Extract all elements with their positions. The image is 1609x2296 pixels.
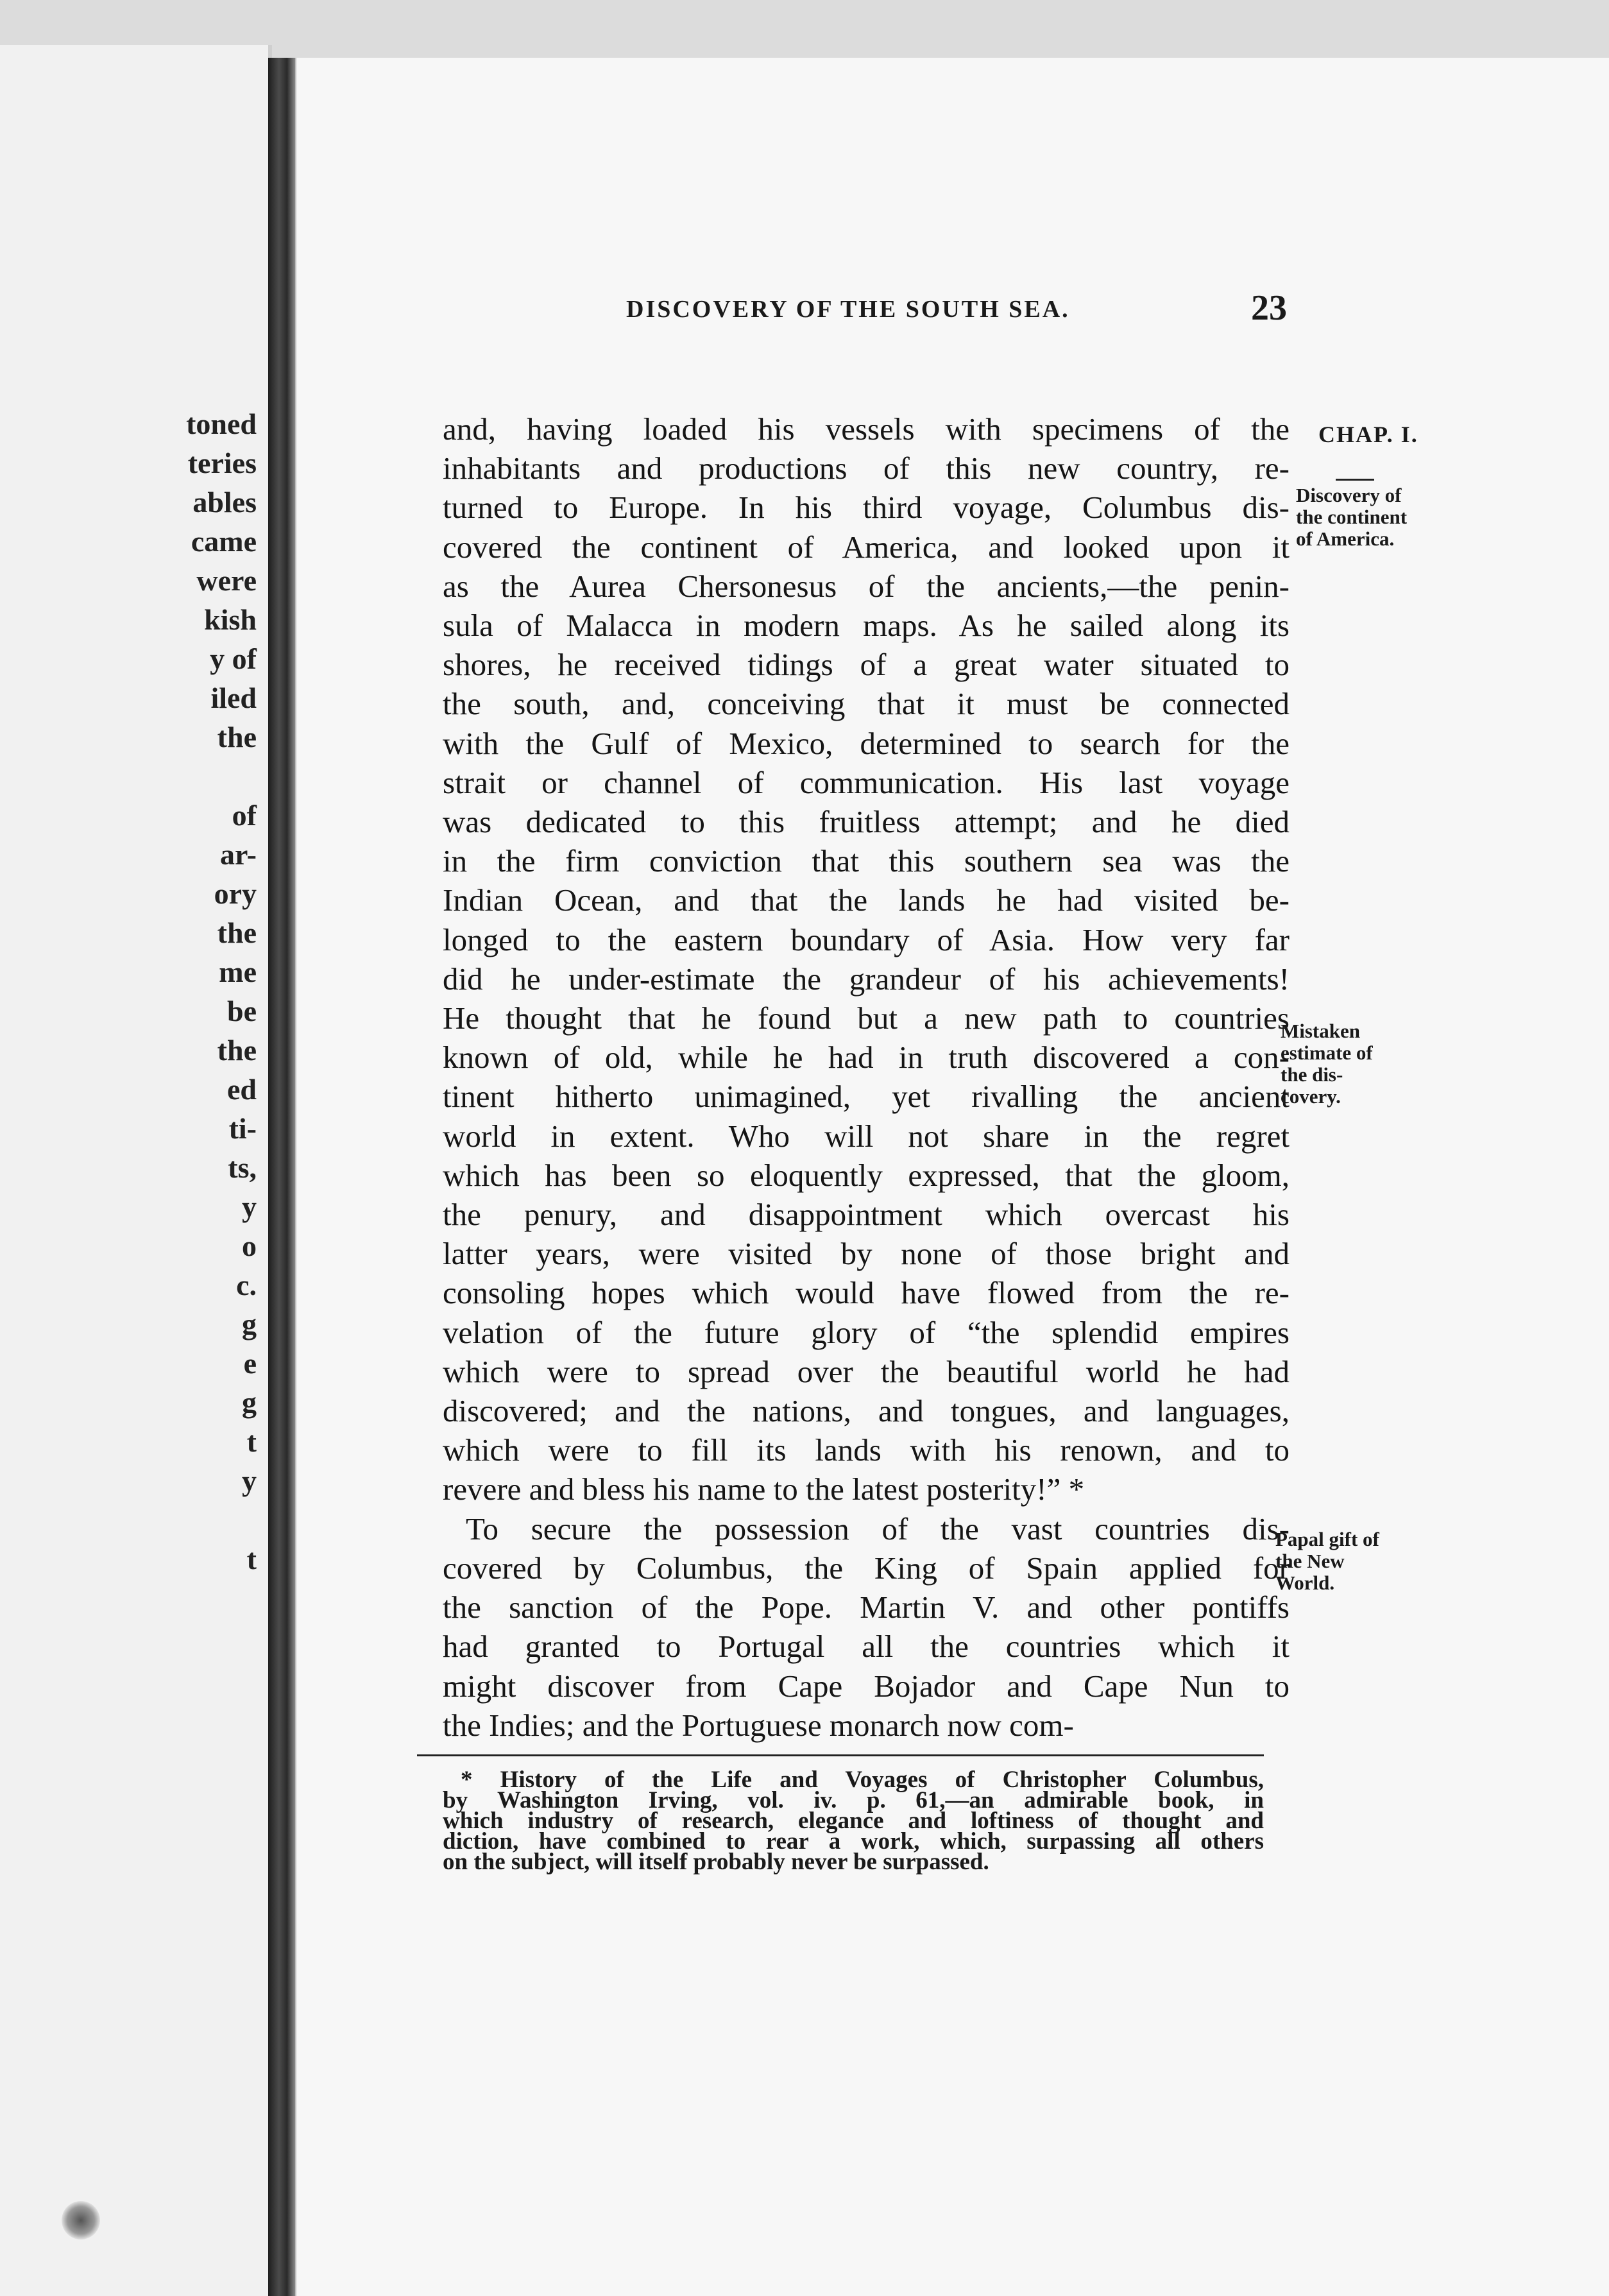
left-page-fragment: iled (210, 681, 257, 714)
sidenote-line: the New (1275, 1550, 1345, 1572)
sidenote-line: the dis- (1281, 1063, 1343, 1086)
left-page-fragment: ory (214, 877, 257, 910)
left-page-fragment: y of (210, 642, 257, 675)
left-page-fragment: o (242, 1229, 257, 1262)
left-page-fragment: me (219, 955, 257, 988)
body-line: was dedicated to this fruitless attempt; and he died (443, 804, 1290, 840)
body-line: with the Gulf of Mexico, determined to search for the (443, 725, 1290, 761)
page-header (626, 288, 1293, 347)
body-line: might discover from Cape Bojador and Cape Nun to (443, 1668, 1290, 1704)
sidenote-chapter (1318, 424, 1418, 445)
page-stain (62, 2201, 100, 2240)
page-number: 23 (1251, 288, 1287, 328)
left-page-fragment: were (196, 564, 257, 597)
body-line: known of old, while he had in truth discovered a con- (443, 1040, 1290, 1075)
sidenote-mistaken-estimate (1281, 1020, 1373, 1108)
body-line: did he under-estimate the grandeur of his achievements! (443, 961, 1290, 997)
chapter-label: CHAP. I. (1318, 422, 1418, 447)
footnote-line: diction, have combined to rear a work, which, surpassing all others (443, 1828, 1264, 1855)
body-line: tinent hitherto unimagined, yet rivalling the ancient (443, 1079, 1290, 1115)
left-page-fragment: c. (236, 1269, 257, 1301)
body-line: sula of Malacca in modern maps. As he sailed along its (443, 608, 1290, 644)
body-line: discovered; and the nations, and tongues, and languages, (443, 1393, 1290, 1429)
left-page-fragment: y (242, 1190, 257, 1223)
left-page-fragment: ables (192, 486, 257, 518)
body-line: the sanction of the Pope. Martin V. and other pontiffs (443, 1589, 1290, 1625)
left-page-fragment: g (242, 1308, 257, 1341)
left-page-fragment: e (243, 1347, 257, 1380)
sidenote-discovery (1296, 475, 1407, 550)
body-line: turned to Europe. In his third voyage, Columbus dis- (443, 490, 1290, 526)
left-page-fragment: teries (187, 447, 257, 479)
left-page-fragment: ed (227, 1073, 257, 1106)
sidenote-line: World. (1275, 1572, 1335, 1594)
sidenote-line: estimate of (1281, 1041, 1373, 1064)
footnote (443, 1767, 1264, 1875)
sidenote-line: Discovery of (1296, 484, 1402, 506)
body-line: had granted to Portugal all the countries which it (443, 1629, 1290, 1665)
footnote-line: by Washington Irving, vol. iv. p. 61,—an admirable book, in (443, 1787, 1264, 1813)
body-line: strait or channel of communication. His last voyage (443, 764, 1290, 800)
running-head: DISCOVERY OF THE SOUTH SEA. (626, 296, 1070, 323)
sidenote-line: the continent (1296, 506, 1408, 528)
left-page-fragment: ti- (228, 1112, 257, 1145)
left-page-fragment: the (217, 721, 257, 753)
left-page-fragment: t (246, 1543, 257, 1575)
footnote-rule (417, 1754, 1264, 1756)
left-page-fragment: the (217, 1034, 257, 1067)
left-page-fragment (0, 1657, 257, 1696)
left-page-fragment: came (191, 525, 257, 558)
body-line: the penury, and disappointment which overcast his (443, 1197, 1290, 1233)
left-page-fragment (0, 1618, 257, 1657)
left-page-fragment: ar- (219, 838, 257, 871)
sidenote-line: covery. (1281, 1085, 1341, 1108)
body-line: revere and bless his name to the latest posterity!” * (443, 1471, 1085, 1507)
body-line: He thought that he found but a new path to countries (443, 1000, 1290, 1036)
sidenote-line: of America. (1296, 527, 1395, 550)
body-line: world in extent. Who will not share in the regret (443, 1118, 1290, 1154)
body-line: which were to fill its lands with his renown, and to (443, 1432, 1290, 1468)
left-page-fragment: be (227, 995, 257, 1027)
body-line: longed to the eastern boundary of Asia. How very far (443, 921, 1290, 957)
left-page-fragment: kish (204, 603, 257, 636)
footnote-line: which industry of research, elegance and loftiness of thought and (443, 1808, 1264, 1834)
footnote-line: * History of the Life and Voyages of Christopher Columbus, (461, 1767, 1264, 1793)
body-line: as the Aurea Chersonesus of the ancients,—the penin- (443, 568, 1290, 604)
left-page-fragment: ts, (228, 1151, 257, 1184)
left-page-fragment: of (232, 799, 257, 832)
left-page-text-fragments (0, 404, 257, 1696)
body-line: Indian Ocean, and that the lands he had visited be- (443, 882, 1290, 918)
left-page-fragment: the (217, 916, 257, 949)
body-line: consoling hopes which would have flowed from the re- (443, 1275, 1290, 1311)
left-page-fragment (0, 1579, 257, 1618)
body-line: and, having loaded his vessels with specimens of the (443, 411, 1290, 447)
body-line: covered the continent of America, and looked upon it (443, 529, 1290, 565)
sidenote-line: Papal gift of (1275, 1528, 1379, 1550)
left-page-fragment: t (246, 1425, 257, 1458)
left-page-fragment (0, 757, 257, 796)
sidenote-rule (1336, 479, 1374, 481)
sidenote-papal-gift (1275, 1529, 1379, 1594)
body-line: inhabitants and productions of this new country, re- (443, 450, 1290, 486)
body-line: which were to spread over the beautiful world he had (443, 1353, 1290, 1389)
footnote-line: on the subject, will itself probably never be surpassed. (443, 1849, 989, 1875)
body-line: in the firm conviction that this southern sea was the (443, 843, 1290, 879)
left-page-fragment: g (242, 1386, 257, 1419)
body-line: the Indies; and the Portuguese monarch now com- (443, 1707, 1074, 1743)
body-line: To secure the possession of the vast countries dis- (466, 1511, 1290, 1546)
body-text (443, 409, 1290, 1745)
left-page-fragment: toned (186, 407, 257, 440)
body-line: latter years, were visited by none of those bright and (443, 1236, 1290, 1272)
body-line: shores, he received tidings of a great water situated to (443, 647, 1290, 683)
body-line: the south, and, conceiving that it must be connected (443, 686, 1290, 722)
body-line: velation of the future glory of “the splendid empires (443, 1314, 1290, 1350)
left-page-fragment: y (242, 1464, 257, 1497)
left-facing-page (0, 45, 272, 2296)
body-line: which has been so eloquently expressed, that the gloom, (443, 1157, 1290, 1193)
left-page-fragment (0, 1500, 257, 1539)
body-line: covered by Columbus, the King of Spain applied for (443, 1550, 1290, 1586)
sidenote-line: Mistaken (1281, 1020, 1360, 1042)
book-spine (268, 58, 295, 2296)
